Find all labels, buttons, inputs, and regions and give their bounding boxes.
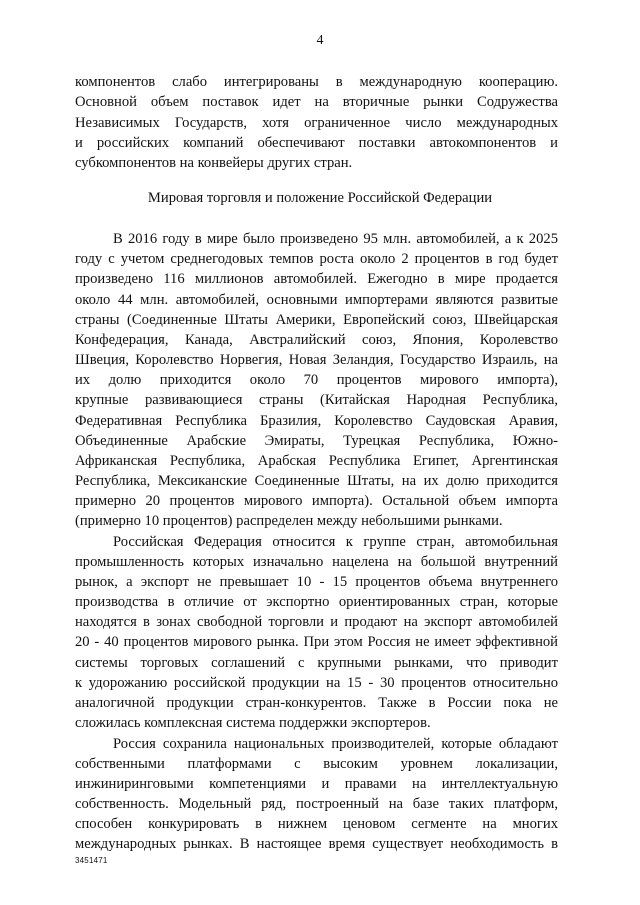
text-line: около 44 млн. автомобилей, основными импортерами являются развитые xyxy=(75,292,558,308)
text-line: производства в отличие от экспортно ориентированных стран, которые xyxy=(75,594,558,610)
text-line: Объединенные Арабские Эмираты, Турецкая Республика, Южно- xyxy=(75,433,558,449)
text-line: находятся в зонах свободной торговли и продают на экспорт автомобилей xyxy=(75,614,558,630)
text-line: рынок, а экспорт не превышает 10 - 15 процентов объема внутреннего xyxy=(75,574,558,590)
text-line: крупные развивающиеся страны (Китайская Народная Республика, xyxy=(75,392,558,408)
text-line: собственность. Модельный ряд, построенный на базе таких платформ, xyxy=(75,796,558,812)
text-line: компонентов слабо интегрированы в международную кооперацию. xyxy=(75,74,558,90)
text-line: к удорожанию российской продукции на 15 - 30 процентов относительно xyxy=(75,675,558,691)
text-line: системы торговых соглашений с крупными рынками, что приводит xyxy=(75,655,558,671)
document-code: 3451471 xyxy=(75,856,108,865)
text-line: способен конкурировать в нижнем ценовом сегменте на многих xyxy=(75,816,558,832)
text-line: произведено 116 миллионов автомобилей. Ежегодно в мире продается xyxy=(75,271,558,287)
text-line: инжиниринговыми компетенциями и правами на интеллектуальную xyxy=(75,776,558,792)
text-line: Российская Федерация относится к группе стран, автомобильная xyxy=(113,534,558,550)
text-line: Россия сохранила национальных производителей, которые обладают xyxy=(113,736,558,752)
text-line: Конфедерация, Канада, Австралийский союз, Япония, Королевство xyxy=(75,332,558,348)
text-line: и российских компаний обеспечивают поставки автокомпонентов и xyxy=(75,135,558,151)
text-line: международных рынках. В настоящее время существует необходимость в xyxy=(75,836,558,852)
text-line: Независимых Государств, хотя ограниченное число международных xyxy=(75,115,558,131)
section-heading: Мировая торговля и положение Российской Федерации xyxy=(147,190,493,206)
text-line: субкомпонентов на конвейеры других стран. xyxy=(75,155,353,171)
text-line: их долю приходится около 70 процентов мирового импорта), xyxy=(75,372,558,388)
text-line: промышленность которых изначально нацелена на большой внутренний xyxy=(75,554,558,570)
text-line: 20 - 40 процентов мирового рынка. При этом Россия не имеет эффективной xyxy=(75,634,558,650)
text-line: аналогичной продукции стран-конкурентов. Также в России пока не xyxy=(75,695,558,711)
text-line: году с учетом среднегодовых темпов роста около 2 процентов в год будет xyxy=(75,251,558,267)
text-line: (примерно 10 процентов) распределен между небольшими рынками. xyxy=(75,513,503,529)
text-line: собственными платформами с высоким уровнем локализации, xyxy=(75,756,558,772)
text-line: Африканская Республика, Арабская Республика Египет, Аргентинская xyxy=(75,453,558,469)
text-line: Основной объем поставок идет на вторичные рынки Содружества xyxy=(75,94,558,110)
text-line: Федеративная Республика Бразилия, Королевство Саудовская Аравия, xyxy=(75,413,558,429)
text-line: В 2016 году в мире было произведено 95 млн. автомобилей, а к 2025 xyxy=(113,231,558,247)
text-line: страны (Соединенные Штаты Америки, Европейский союз, Швейцарская xyxy=(75,312,558,328)
text-line: примерно 20 процентов мирового импорта). Остальной объем импорта xyxy=(75,493,558,509)
text-line: Республика, Мексиканские Соединенные Штаты, на их долю приходится xyxy=(75,473,558,489)
text-line: Швеция, Королевство Норвегия, Новая Зеландия, Государство Израиль, на xyxy=(75,352,558,368)
page-number: 4 xyxy=(316,33,324,48)
text-line: сложилась комплексная система поддержки экспортеров. xyxy=(75,715,431,731)
